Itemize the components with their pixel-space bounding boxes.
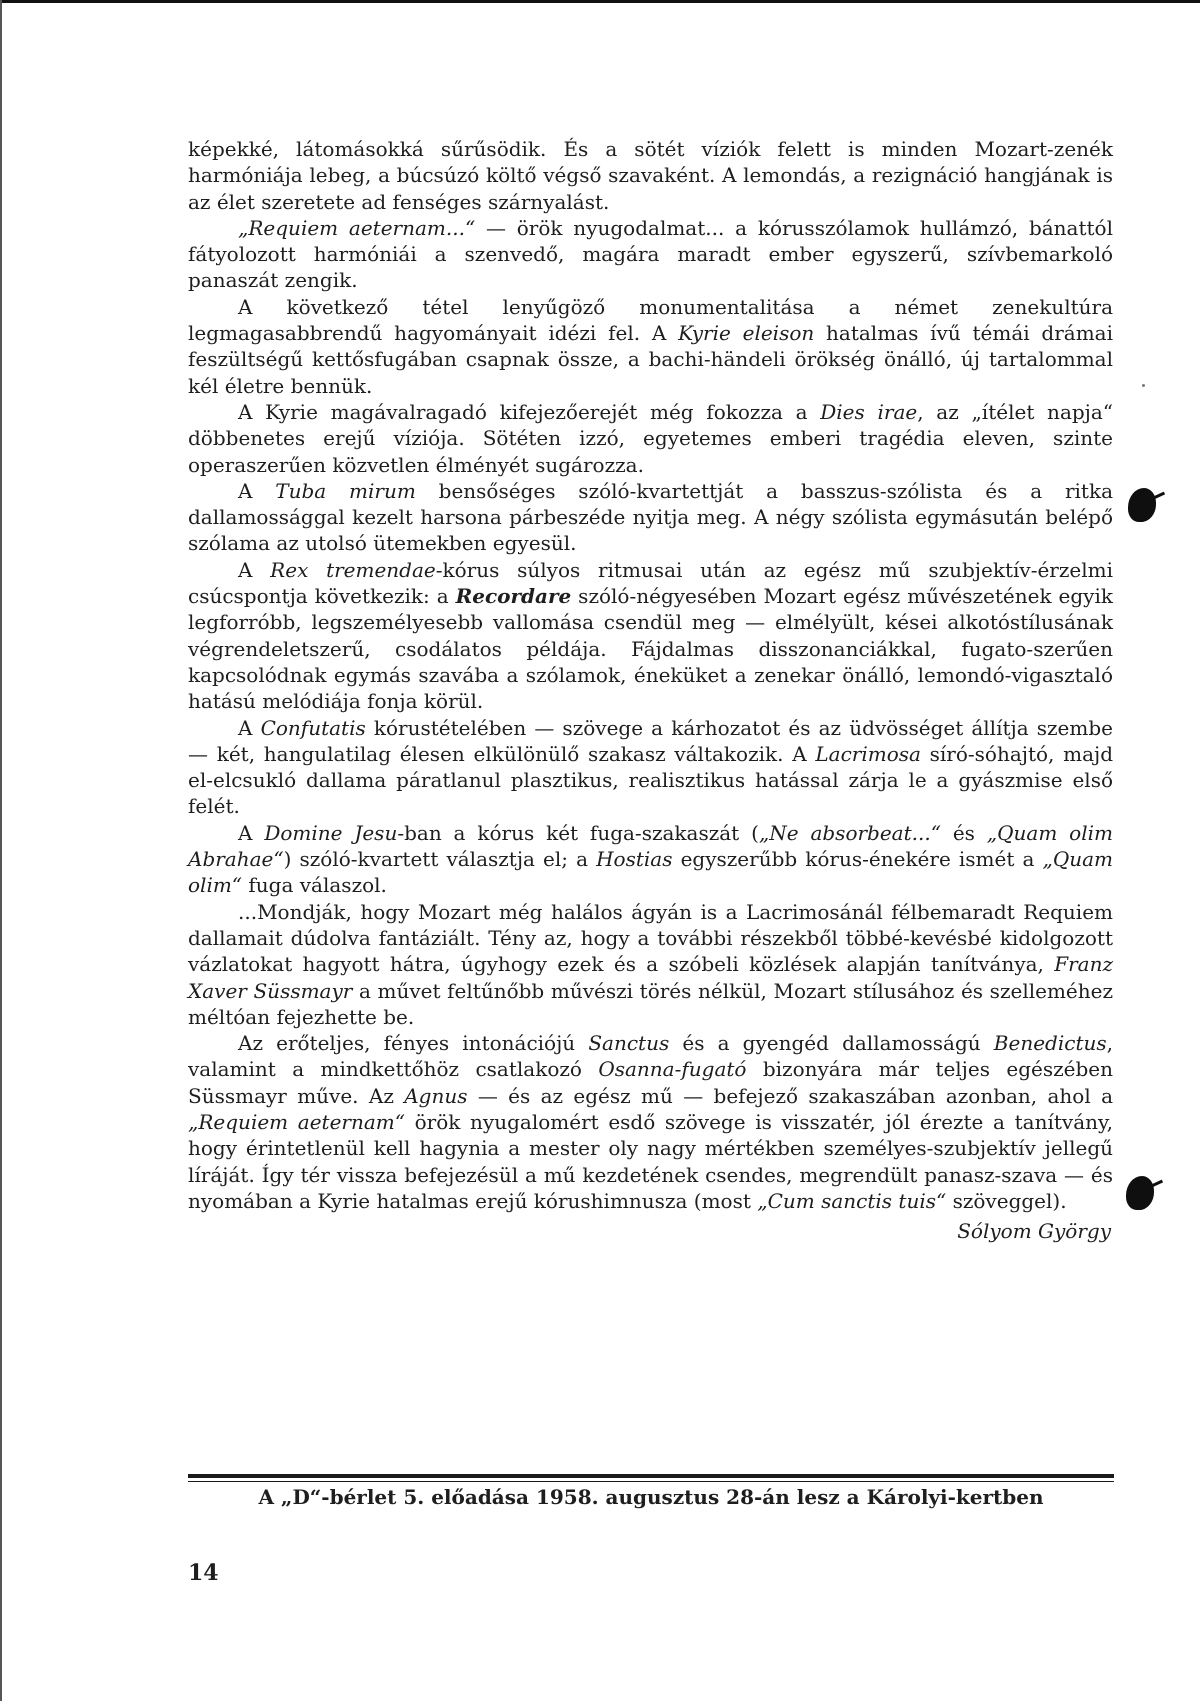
paragraph-9: ...Mondják, hogy Mozart még halálos ágyán is a Lacrimosánál félbemaradt Requiem dallamait dúdolva fantáziált. Tény az, hogy a további részekből többé-kevésbé kidolgozott vázlatokat hagyott hátra, úgyhogy ezek és a szóbeli közlések alapján tanítványa, Franz Xaver Süssmayr a művet feltűnőbb művészi törés nélkül, Mozart stílusához és szelleméhez méltóan fejezhette be.	[188, 899, 1113, 1029]
domine-jesu-title: Domine Jesu	[264, 820, 398, 845]
sussmayr-name: Franz Xaver Süssmayr	[188, 952, 1113, 1003]
scan-top-edge	[0, 0, 1200, 3]
paragraph-3: A következő tétel lenyűgöző monumentalitása a német zenekultúra legmagasabbrendű hagyományait idézi fel. A Kyrie eleison hatalmas ívű témái drámai feszültségű kettősfugában csapnak össze, a bachi-händeli örökség önálló, új tartalommal kél életre bennük.	[188, 294, 1113, 398]
paragraph-5: A Tuba mirum bensőséges szóló-kvartettját a basszus-szólista és a ritka dallamossággal kezelt harsona párbeszéde nyitja meg. A négy szólista egymásután belépő szólama az utolsó ütemekben egyesül.	[188, 478, 1113, 556]
cum-sanctis-title: „Cum sanctis tuis“	[757, 1188, 947, 1213]
paragraph-2: „Requiem aeternam...“ — örök nyugodalmat... a kórusszólamok hullámzó, bánattól fátyolozott harmóniái a szenvedő, magára maradt ember egyszerű, szívbemarkoló panaszát zengik.	[188, 215, 1113, 293]
scan-speck	[1142, 384, 1145, 387]
tuba-mirum-title: Tuba mirum	[275, 478, 416, 503]
author-signature: Sólyom György	[957, 1219, 1111, 1244]
footer-rule-thin	[188, 1481, 1114, 1482]
paragraph-1: képekké, látomásokká sűrűsödik. És a sötét víziók felett is minden Mozart-zenék harmóniája lebeg, a búcsúzó költő végső szavaként. A lemondás, a rezignáció hangjának is az élet szeretete ad fenséges szárnyalást.	[188, 137, 1113, 214]
footer-rule-thick	[188, 1474, 1114, 1478]
scan-left-edge	[0, 0, 2, 1701]
paragraph-6: A Rex tremendae-kórus súlyos ritmusai után az egész mű szubjektív-érzelmi csúcspontja következik: a Recordare szóló-négyesében Mozart egész művészetének egyik legforróbb, legszemélyesebb vallomása csendül meg — elmélyült, kései alkotóstílusának végrendeletszerű, csodálatos példája. Fájdalmas disszonanciákkal, fugato-szerűen kapcsolódnak egymás szavába a szólamok, éneküket a zenekar önálló, lemondó-vigasztaló hatású melódiája fonja körül.	[188, 557, 1113, 714]
paragraph-10: Az erőteljes, fényes intonációjú Sanctus és a gyengéd dallamosságú Benedictus, valamint a mindkettőhöz csatlakozó Osanna-fugató bizonyára már teljes egészében Süssmayr műve. Az Agnus — és az egész mű — befejező szakaszában azonban, ahol a „Requiem aeternam“ örök nyugalomért esdő szövege is visszatér, jól érezte a tanítvány, hogy érintetlenül kell hagynia a mester oly nagy mértékben személyes-szubjektív jellegű líráját. Így tér vissza befejezésül a mű kezdetének csendes, megrendült panasz-szava — és nyomában a Kyrie hatalmas erejű kórushimnusza (most „Cum sanctis tuis“ szöveggel).	[188, 1031, 1114, 1213]
paragraph-7: A Confutatis kórustételében — szövege a kárhozatot és az üdvösséget állítja szembe — két, hangulatilag élesen elkülönülő szakasz váltakozik. A Lacrimosa síró-sóhajtó, majd el-elcsukló dallama páratlanul plasztikus, realisztikus hatással zárja le a gyászmise első felét.	[188, 715, 1113, 819]
hostias-title: Hostias	[596, 847, 673, 872]
binder-clip-icon	[1126, 1176, 1154, 1210]
benedictus-title: Benedictus	[993, 1031, 1107, 1056]
kyrie-title: Kyrie eleison	[678, 321, 815, 346]
paragraph-4: A Kyrie magávalragadó kifejezőerejét még fokozza a Dies irae, az „ítélet napja“ döbbenetes erejű víziója. Sötéten izzó, egyetemes emberi tragédia eleven, szinte operaszerűen közvetlen élményét sugározza.	[188, 399, 1114, 477]
recordare-title: Recordare	[455, 584, 572, 609]
paragraph-8: A Domine Jesu-ban a kórus két fuga-szakaszát („Ne absorbeat...“ és „Quam olim Abrahae“) szóló-kvartett választja el; a Hostias egyszerűbb kórus-énekére ismét a „Quam olim“ fuga válaszol.	[188, 820, 1113, 898]
subscription-notice: A „D“-bérlet 5. előadása 1958. augusztus 28-án lesz a Károlyi-kertben	[258, 1485, 1044, 1509]
confutatis-title: Confutatis	[260, 715, 366, 740]
rex-tremendae-title: Rex tremendae	[270, 557, 436, 582]
agnus-title: Agnus	[404, 1083, 468, 1108]
lacrimosa-title: Lacrimosa	[815, 741, 921, 766]
binder-clip-icon	[1128, 488, 1156, 522]
sanctus-title: Sanctus	[588, 1031, 670, 1056]
requiem-aeternam-title: „Requiem aeternam“	[188, 1109, 405, 1134]
quam-olim-abrahae-title: „Quam olim Abrahae“	[188, 820, 1113, 872]
ne-absorbeat-title: „Ne absorbeat...“	[758, 820, 941, 845]
quam-olim-title: „Quam olim“	[188, 847, 1113, 898]
article-body	[188, 136, 1113, 1244]
page-number: 14	[188, 1560, 219, 1586]
dies-irae-title: Dies irae	[820, 399, 918, 424]
requiem-title: „Requiem aeternam...“	[238, 215, 476, 240]
osanna-title: Osanna-fugató	[598, 1057, 747, 1082]
